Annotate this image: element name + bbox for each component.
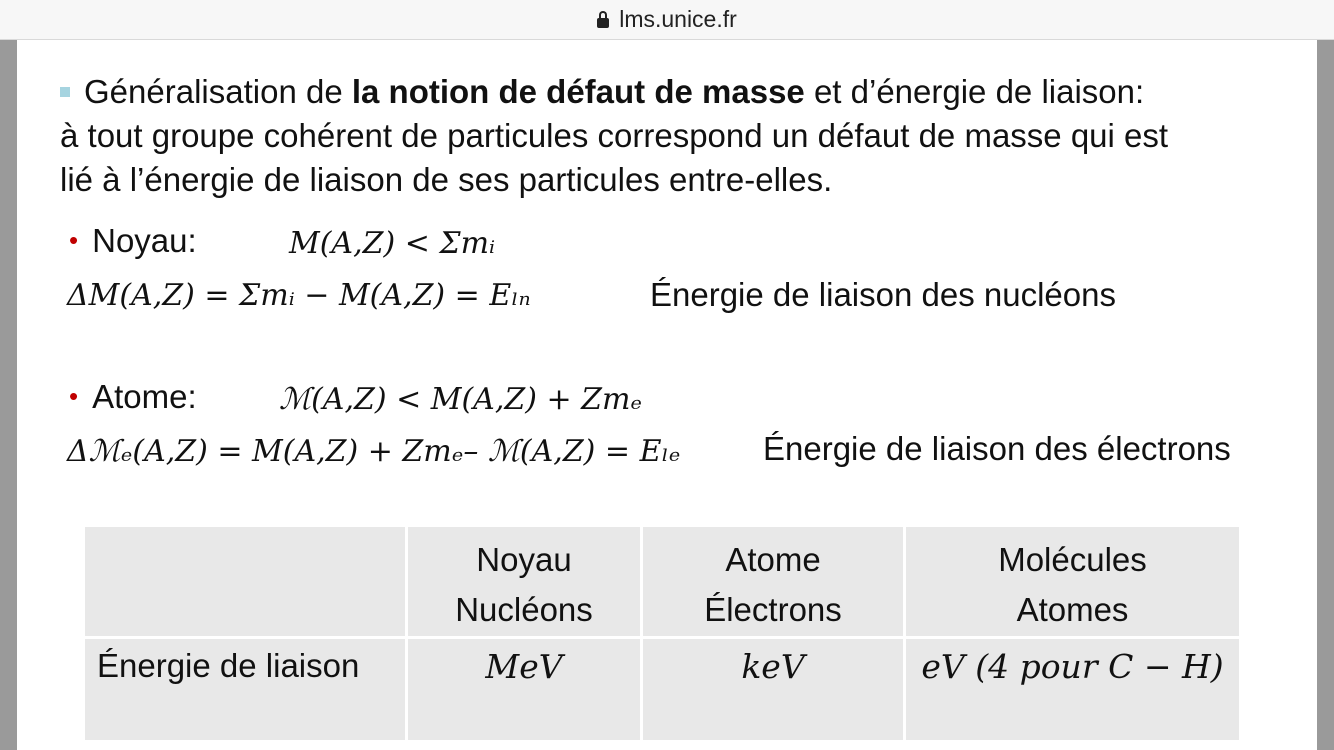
right-margin bbox=[1317, 40, 1334, 750]
row-label: Énergie de liaison bbox=[84, 638, 407, 742]
table-header-cell bbox=[642, 526, 905, 638]
table-header-cell bbox=[84, 526, 407, 638]
atome-description: Énergie de liaison des électrons bbox=[763, 430, 1231, 467]
slide bbox=[17, 40, 1317, 750]
table-header-cell bbox=[407, 526, 642, 638]
left-margin bbox=[0, 40, 17, 750]
header-line2: Électrons bbox=[704, 591, 842, 628]
noyau-description: Énergie de liaison des nucléons bbox=[650, 276, 1116, 313]
noyau-label: Noyau: bbox=[92, 222, 197, 259]
table-header-cell bbox=[905, 526, 1241, 638]
square-bullet-icon bbox=[60, 87, 70, 97]
atome-inequality: ℳ(A,Z) < M(A,Z) + Zmₑ bbox=[279, 382, 643, 417]
cell-value: keV bbox=[642, 638, 905, 742]
noyau-equation: ΔM(A,Z) = Σmᵢ − M(A,Z) = Eₗₙ bbox=[67, 278, 531, 313]
address-bar[interactable] bbox=[0, 0, 1334, 40]
header-line1: Noyau bbox=[476, 541, 572, 578]
header-line2: Atomes bbox=[1016, 591, 1129, 628]
header-line1: Molécules bbox=[998, 541, 1147, 578]
bullet-icon: • bbox=[69, 225, 79, 255]
atome-label: Atome: bbox=[92, 378, 197, 415]
noyau-row bbox=[69, 222, 197, 260]
atome-row bbox=[69, 378, 197, 416]
intro-line2: à tout groupe cohérent de particules correspond un défaut de masse qui est bbox=[60, 117, 1169, 154]
table-row bbox=[84, 638, 1241, 742]
header-line2: Nucléons bbox=[455, 591, 593, 628]
intro-prefix: Généralisation de bbox=[84, 73, 352, 110]
cell-value: eV (4 pour C − H) bbox=[905, 638, 1241, 742]
intro-paragraph bbox=[60, 70, 1300, 202]
atome-equation: Δℳₑ(A,Z) = M(A,Z) + Zmₑ– ℳ(A,Z) = Eₗₑ bbox=[67, 434, 681, 469]
intro-bold: la notion de défaut de masse bbox=[351, 73, 805, 110]
bullet-icon: • bbox=[69, 381, 79, 411]
intro-suffix: et d’énergie de liaison: bbox=[804, 73, 1145, 110]
header-line1: Atome bbox=[725, 541, 821, 578]
cell-value: MeV bbox=[407, 638, 642, 742]
url-text: lms.unice.fr bbox=[619, 6, 737, 32]
intro-line3: lié à l’énergie de liaison de ses particules entre-elles. bbox=[60, 161, 833, 198]
table-header-row bbox=[84, 526, 1241, 638]
energy-table bbox=[82, 524, 1242, 743]
lock-icon bbox=[597, 18, 609, 28]
noyau-inequality: M(A,Z) < Σmᵢ bbox=[289, 226, 496, 261]
